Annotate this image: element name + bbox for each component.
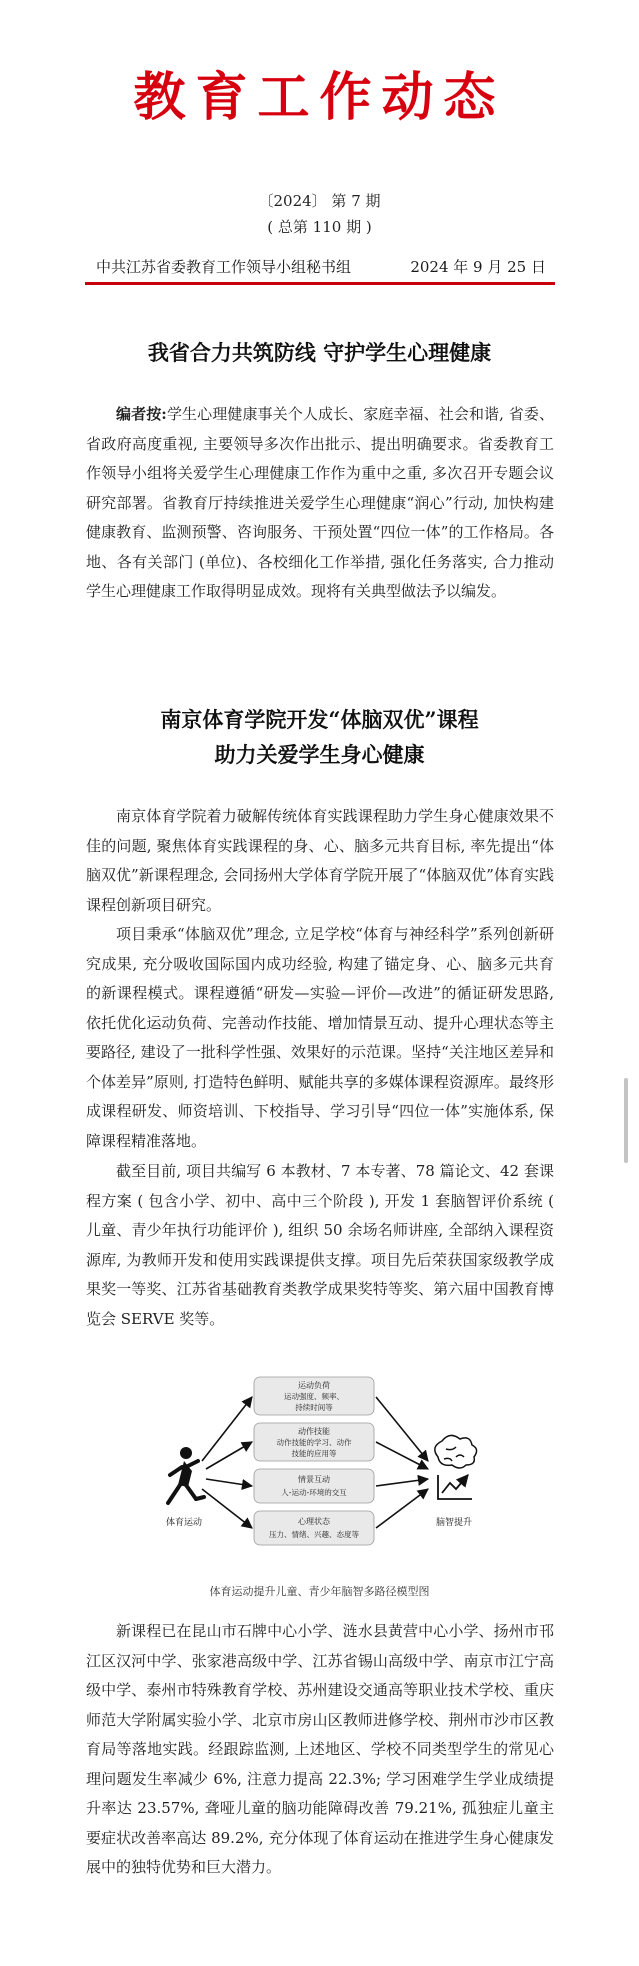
input-arrows — [202, 1397, 252, 1528]
article2-paragraph-1: 南京体育学院着力破解传统体育实践课程助力学生身心健康效果不佳的问题, 聚焦体育实践课程的身、心、脑多元共育目标, 率先提出“体脑双优”新课程理念, 会同扬州大学体育学院开展了“体脑双优”体育实践课程创新项目研究。 — [86, 807, 554, 914]
runner-icon — [168, 1447, 204, 1503]
growth-chart-icon — [438, 1475, 472, 1499]
box-text: 持续时间等 — [295, 1403, 333, 1412]
scrollbar-thumb[interactable] — [624, 1078, 628, 1163]
box-text: 压力、情绪、兴趣、态度等 — [269, 1530, 359, 1539]
total-issue-number: ( 总第 110 期 ) — [267, 218, 372, 236]
figure-caption: 体育运动提升儿童、青少年脑智多路径模型图 — [209, 1585, 430, 1598]
sport-label: 体育运动 — [165, 1518, 203, 1528]
issue-number: 〔2024〕 第 7 期 — [258, 192, 381, 210]
article2-title-line1: 南京体育学院开发“体脑双优”课程 — [160, 707, 479, 732]
pathway-box-mental — [254, 1511, 374, 1545]
pathway-box-interaction — [254, 1469, 374, 1503]
editor-note-label: 编者按: — [116, 405, 167, 423]
article1-title: 我省合力共筑防线 守护学生心理健康 — [147, 340, 492, 365]
editor-note — [86, 400, 554, 607]
pathway-box-skill — [254, 1423, 374, 1461]
editor-note-body: 学生心理健康事关个人成长、家庭幸福、社会和谐, 省委、省政府高度重视, 主要领导多次作出批示、提出明确要求。省委教育工作领导小组将关爱学生心理健康工作作为重中之重, 多次召开专题会议研究部署。省教育厅持续推进关爱学生心理健康“润心”行动, 加快构建健康教育、监测预警、咨询服务、干预处置“四位一体”的工作格局。各地、各有关部门 (单位)、各校细化工作举措, 强化任务落实, 合力推动学生心理健康工作取得明显成效。现将有关典型做法予以编发。 — [86, 405, 554, 600]
article2-paragraph-2: 项目秉承“体脑双优”理念, 立足学校“体育与神经科学”系列创新研究成果, 充分吸收国际国内成功经验, 构建了锚定身、心、脑多元共育的新课程模式。课程遵循“研发—实验—评价—改进”的循证研发思路, 依托优化运动负荷、完善动作技能、增加情景互动、提升心理状态等主要路径, 建设了一批科学性强、效果好的示范课。坚持“关注地区差异和个体差异”原则, 打造特色鲜明、赋能共享的多媒体课程资源库。最终形成课程研发、师资培训、下校指导、学习引导“四位一体”实施体系, 保障课程精准落地。 — [86, 925, 554, 1150]
brain-icon — [435, 1435, 477, 1468]
issuer-name: 中共江苏省委教育工作领导小组秘书组 — [96, 258, 352, 276]
pathway-diagram — [156, 1375, 486, 1575]
pathway-box-load — [254, 1377, 374, 1415]
box-title: 运动负荷 — [298, 1381, 330, 1390]
output-arrows — [376, 1397, 428, 1528]
issue-date: 2024 年 9 月 25 日 — [410, 258, 546, 276]
box-title: 情景互动 — [298, 1475, 330, 1484]
article2-title-line2: 助力关爱学生身心健康 — [214, 742, 425, 767]
article2-paragraph-4: 新课程已在昆山市石牌中心小学、涟水县黄营中心小学、扬州市邗江区汉河中学、张家港高级中学、江苏省锡山高级中学、南京市江宁高级中学、泰州市特殊教育学校、苏州建设交通高等职业技术学校、重庆师范大学附属实验小学、北京市房山区教师进修学校、荆州市沙市区教育局等落地实践。经跟踪监测, 上述地区、学校不同类型学生的常见心理问题发生率减少 6%, 注意力提高 22.3%; 学习困难学生学业成绩提升率达 23.57%, 聋哑儿童的脑功能障碍改善 79.21%, 孤独症儿童主要症状改善率高达 89.2%, 充分体现了体育运动在推进学生身心健康发展中的独特优势和巨大潜力。 — [86, 1622, 554, 1876]
header-divider — [85, 282, 555, 285]
box-text: 人-运动-环境的交互 — [281, 1488, 347, 1497]
box-text: 运动强度、频率、 — [284, 1392, 344, 1401]
brain-improvement-label: 脑智提升 — [435, 1518, 473, 1528]
box-title: 心理状态 — [298, 1517, 330, 1526]
pathway-model-figure — [156, 1375, 486, 1575]
box-text: 技能的应用等 — [291, 1449, 337, 1458]
masthead-title: 教育工作动态 — [133, 68, 506, 128]
box-text: 动作技能的学习、动作 — [276, 1438, 352, 1447]
article2-paragraph-3: 截至目前, 项目共编写 6 本教材、7 本专著、78 篇论文、42 套课程方案 ( 包含小学、初中、高中三个阶段 ), 开发 1 套脑智评价系统 ( 儿童、青少年执行功能评价 ), 组织 50 余场名师讲座, 全部纳入课程资源库, 为教师开发和使用实践课提供支撑。项目先后荣获国家级教学成果奖一等奖、江苏省基础教育类教学成果奖特等奖、第六届中国教育博览会 SERVE 奖等。 — [86, 1162, 554, 1328]
box-title: 动作技能 — [298, 1427, 330, 1436]
